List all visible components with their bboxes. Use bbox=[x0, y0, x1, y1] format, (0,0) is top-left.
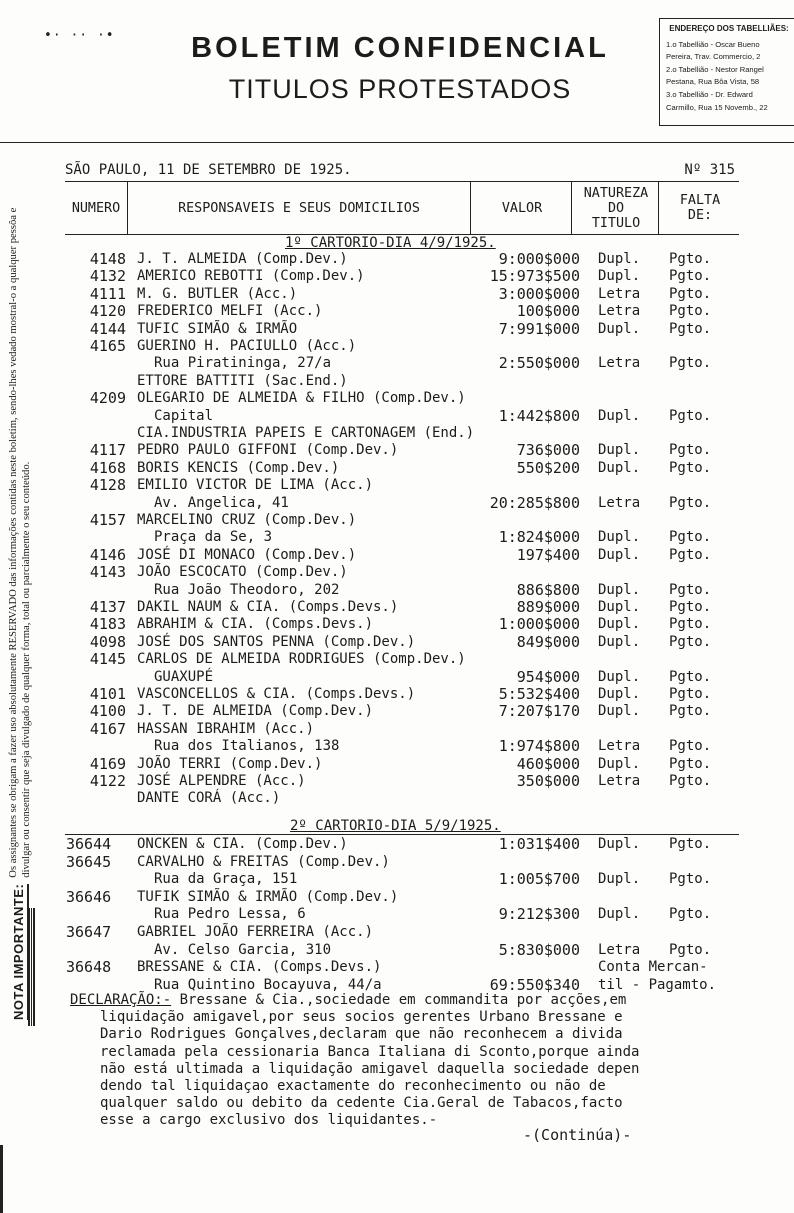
table-row bbox=[0, 495, 794, 512]
section-divider bbox=[65, 834, 739, 835]
table-row bbox=[0, 286, 794, 303]
row-responsavel: JOSÉ ALPENDRE (Acc.) bbox=[137, 773, 306, 789]
row-valor: 889$000 bbox=[516, 598, 580, 616]
row-responsavel: AMERICO REBOTTI (Comp.Dev.) bbox=[137, 268, 365, 285]
row-number: 4143 bbox=[89, 563, 126, 582]
address-line: Pestana, Rua Bôa Vista, 58 bbox=[666, 77, 760, 87]
col-natureza-line: NATUREZA bbox=[583, 185, 649, 201]
row-falta: Pgto. bbox=[669, 633, 712, 650]
row-falta: Pgto. bbox=[669, 303, 712, 320]
row-natureza: Dupl. bbox=[598, 599, 641, 615]
table-row bbox=[0, 738, 794, 755]
table-row bbox=[0, 889, 794, 906]
address-line: 1.o Tabellião - Oscar Bueno bbox=[666, 39, 760, 49]
table-row bbox=[0, 854, 794, 871]
row-number: 4117 bbox=[89, 441, 126, 460]
row-number: 4183 bbox=[89, 615, 126, 634]
row-natureza: Dupl. bbox=[598, 546, 641, 563]
table-row bbox=[0, 268, 794, 285]
row-responsavel: Rua João Theodoro, 202 bbox=[154, 581, 340, 598]
table-row bbox=[0, 529, 794, 546]
row-natureza: Dupl. bbox=[598, 251, 641, 267]
row-natureza: Letra bbox=[598, 355, 641, 372]
bulletin-subtitle: TITULOS PROTESTADOS bbox=[228, 74, 572, 104]
table-row bbox=[0, 703, 794, 720]
table-row bbox=[0, 547, 794, 564]
row-falta: Pgto. bbox=[669, 738, 712, 755]
row-natureza: Dupl. bbox=[598, 616, 641, 633]
row-responsavel: OLEGARIO DE ALMEIDA & FILHO (Comp.Dev.) bbox=[137, 390, 466, 407]
table-row bbox=[0, 408, 794, 425]
address-line: 3.o Tabellião - Dr. Edward bbox=[666, 89, 753, 99]
row-responsavel: Praça da Se, 3 bbox=[154, 529, 273, 546]
column-header bbox=[65, 181, 739, 235]
row-responsavel: J. T. DE ALMEIDA (Comp.Dev.) bbox=[137, 703, 374, 720]
row-responsavel: Capital bbox=[154, 407, 214, 424]
row-natureza: Dupl. bbox=[598, 529, 641, 546]
row-valor: 550$200 bbox=[516, 458, 580, 477]
continua-note: -(Continúa)- bbox=[523, 1126, 632, 1144]
row-responsavel: JOÃO TERRI (Comp.Dev.) bbox=[137, 755, 323, 772]
table-row bbox=[0, 634, 794, 651]
col-natureza-line: DO bbox=[607, 200, 625, 216]
col-divider bbox=[571, 182, 572, 234]
declaration-line: não está ultimada a liquidação amigavel daquella sociedade depen bbox=[100, 1060, 640, 1077]
row-natureza: Dupl. bbox=[598, 442, 641, 459]
row-natureza: Dupl. bbox=[598, 836, 641, 852]
declaration-line: Dario Rodrigues Gonçalves,declaram que não reconhecem a divida bbox=[100, 1026, 623, 1043]
row-falta: Pgto. bbox=[669, 668, 712, 685]
row-natureza: Dupl. bbox=[598, 633, 641, 650]
row-falta: Pgto. bbox=[669, 529, 712, 546]
table-row bbox=[0, 251, 794, 268]
address-line: 2.o Tabellião - Nestor Rangel bbox=[666, 64, 764, 74]
section-title: 2º CARTORIO-DIA 5/9/1925. bbox=[290, 818, 501, 834]
row-number: 36648 bbox=[66, 958, 112, 977]
row-responsavel: CIA.INDUSTRIA PAPEIS E CARTONAGEM (End.) bbox=[137, 425, 475, 441]
row-natureza: Letra bbox=[598, 738, 641, 755]
row-responsavel: TUFIK SIMÃO & IRMÃO (Comp.Dev.) bbox=[137, 888, 399, 905]
row-valor: 7:991$000 bbox=[498, 319, 580, 338]
row-responsavel: GUAXUPÉ bbox=[154, 668, 214, 685]
row-falta: Pgto. bbox=[669, 459, 712, 476]
row-falta: Pgto. bbox=[669, 773, 712, 789]
col-divider bbox=[127, 182, 128, 234]
address-box bbox=[659, 18, 794, 126]
row-number: 4098 bbox=[89, 632, 126, 651]
row-falta: Pgto. bbox=[669, 355, 712, 372]
declaration-body bbox=[70, 1009, 770, 1129]
date-line bbox=[65, 162, 735, 178]
row-falta: Pgto. bbox=[669, 581, 712, 598]
bulletin-title: BOLETIM CONFIDENCIAL bbox=[191, 32, 609, 64]
row-responsavel: CARLOS DE ALMEIDA RODRIGUES (Comp.Dev.) bbox=[137, 651, 466, 668]
row-responsavel: FREDERICO MELFI (Acc.) bbox=[137, 303, 323, 320]
bulletin-date: SÃO PAULO, 11 DE SETEMBRO DE 1925. bbox=[65, 162, 352, 178]
table-row bbox=[0, 355, 794, 372]
row-number: 36644 bbox=[66, 835, 112, 853]
row-valor: 2:550$000 bbox=[498, 354, 580, 373]
declaration bbox=[70, 992, 770, 1130]
table-row bbox=[0, 512, 794, 529]
declaration-line: esse a cargo exclusivo dos liquidantes.- bbox=[100, 1112, 438, 1129]
row-natureza: Dupl. bbox=[598, 686, 641, 702]
row-valor: 9:000$000 bbox=[498, 250, 580, 268]
table-row bbox=[0, 942, 794, 959]
table-row bbox=[0, 924, 794, 941]
row-number: 4168 bbox=[89, 458, 126, 477]
row-responsavel: JOSÉ DOS SANTOS PENNA (Comp.Dev.) bbox=[137, 633, 416, 650]
table-row bbox=[0, 321, 794, 338]
row-falta: Pgto. bbox=[669, 871, 712, 888]
row-valor: 9:212$300 bbox=[498, 905, 580, 924]
row-falta: Pgto. bbox=[669, 285, 712, 302]
row-responsavel: MARCELINO CRUZ (Comp.Dev.) bbox=[137, 512, 357, 528]
table-row bbox=[0, 425, 794, 442]
row-number: 4100 bbox=[89, 702, 126, 721]
row-number: 4122 bbox=[89, 772, 126, 790]
row-number: 4101 bbox=[89, 685, 126, 703]
row-number: 4165 bbox=[89, 337, 126, 355]
row-natureza: Dupl. bbox=[598, 755, 641, 772]
row-natureza: Dupl. bbox=[598, 581, 641, 598]
table-row bbox=[0, 871, 794, 888]
row-natureza: Letra bbox=[598, 303, 641, 320]
row-number: 4111 bbox=[89, 284, 126, 303]
row-responsavel: CARVALHO & FREITAS (Comp.Dev.) bbox=[137, 853, 390, 870]
row-falta: Pgto. bbox=[669, 494, 712, 511]
col-falta bbox=[660, 182, 740, 234]
table-row bbox=[0, 959, 794, 976]
table-row bbox=[0, 390, 794, 407]
table-row bbox=[0, 477, 794, 494]
row-natureza: Letra bbox=[598, 941, 641, 958]
row-number: 4137 bbox=[89, 598, 126, 616]
row-responsavel: HASSAN IBRAHIM (Acc.) bbox=[137, 720, 315, 737]
col-natureza-line: TITULO bbox=[591, 215, 641, 231]
declaration-first: Bressane & Cia.,sociedade em commandita por acções,em bbox=[179, 992, 627, 1008]
row-responsavel: JOÃO ESCOCATO (Comp.Dev.) bbox=[137, 564, 348, 581]
row-natureza: Dupl. bbox=[598, 407, 641, 424]
row-responsavel: Av. Celso Garcia, 310 bbox=[154, 941, 332, 958]
row-natureza: Dupl. bbox=[598, 906, 641, 923]
row-valor: 197$400 bbox=[516, 545, 580, 564]
row-falta: Pgto. bbox=[669, 686, 712, 702]
declaration-line: dendo tal liquidaçao exactamente do reconhecimento ou não de bbox=[100, 1078, 606, 1095]
address-line: Carmillo, Rua 15 Novemb., 22 bbox=[666, 102, 768, 112]
table-row bbox=[0, 442, 794, 459]
row-responsavel: ABRAHIM & CIA. (Comps.Devs.) bbox=[137, 616, 374, 633]
row-falta: Pgto. bbox=[669, 599, 712, 615]
row-falta: Pgto. bbox=[669, 941, 712, 958]
row-number: 4157 bbox=[89, 511, 126, 529]
row-responsavel: Rua Pedro Lessa, 6 bbox=[154, 906, 306, 923]
row-number: 36646 bbox=[66, 887, 112, 906]
row-number: 4128 bbox=[89, 476, 126, 495]
row-valor: 736$000 bbox=[516, 441, 580, 460]
table-row bbox=[0, 756, 794, 773]
row-responsavel: EMILIO VICTOR DE LIMA (Acc.) bbox=[137, 477, 374, 494]
row-valor: 1:000$000 bbox=[498, 615, 580, 634]
header-divider bbox=[0, 142, 794, 143]
row-responsavel: M. G. BUTLER (Acc.) bbox=[137, 285, 298, 302]
row-falta: Pgto. bbox=[669, 407, 712, 424]
row-responsavel: DANTE CORÁ (Acc.) bbox=[137, 790, 281, 807]
row-falta: Pgto. bbox=[669, 320, 712, 337]
col-natureza bbox=[573, 182, 659, 234]
row-responsavel: Rua Piratininga, 27/a bbox=[154, 355, 332, 372]
row-falta: Pgto. bbox=[669, 906, 712, 923]
row-natureza: Letra bbox=[598, 773, 641, 789]
row-natureza: Dupl. bbox=[598, 703, 641, 720]
row-falta: Pgto. bbox=[669, 755, 712, 772]
row-valor: 5:830$000 bbox=[498, 940, 580, 959]
col-numero: NUMERO bbox=[71, 200, 121, 216]
table-row bbox=[0, 669, 794, 686]
row-natureza: til - Pagamto. bbox=[598, 976, 717, 993]
col-divider bbox=[470, 182, 471, 234]
row-valor: 69:550$340 bbox=[489, 975, 580, 994]
row-valor: 1:031$400 bbox=[498, 835, 580, 853]
row-natureza: Dupl. bbox=[598, 320, 641, 337]
col-falta-line: DE: bbox=[687, 208, 713, 223]
row-valor: 100$000 bbox=[516, 302, 580, 321]
row-responsavel: BRESSANE & CIA. (Comps.Devs.) bbox=[137, 959, 382, 976]
row-responsavel: GABRIEL JOÃO FERREIRA (Acc.) bbox=[137, 924, 374, 940]
row-responsavel: Rua dos Italianos, 138 bbox=[154, 738, 340, 755]
row-falta: Pgto. bbox=[669, 251, 712, 267]
row-number: 4209 bbox=[89, 389, 126, 408]
col-valor: VALOR bbox=[501, 200, 543, 216]
table-row bbox=[0, 836, 794, 853]
bulletin-number: Nº 315 bbox=[684, 162, 735, 178]
row-valor: 350$000 bbox=[516, 772, 580, 790]
declaration-line: qualquer saldo ou debito da cedente Cia.Geral de Tabacos,facto bbox=[100, 1095, 623, 1112]
table-row bbox=[0, 616, 794, 633]
declaration-line: liquidação amigavel,por seus socios gerentes Urbano Bressane e bbox=[100, 1009, 623, 1026]
row-responsavel: ETTORE BATTITI (Sac.End.) bbox=[137, 372, 348, 389]
table-row bbox=[0, 582, 794, 599]
row-valor: 5:532$400 bbox=[498, 685, 580, 703]
row-number: 4132 bbox=[89, 267, 126, 286]
row-valor: 20:285$800 bbox=[489, 493, 580, 512]
row-natureza: Dupl. bbox=[598, 668, 641, 685]
row-falta: Pgto. bbox=[669, 616, 712, 633]
col-responsaveis: RESPONSAVEIS E SEUS DOMICILIOS bbox=[178, 200, 420, 216]
table-row bbox=[0, 686, 794, 703]
row-falta: Pgto. bbox=[669, 442, 712, 459]
row-valor: 849$000 bbox=[516, 632, 580, 651]
declaration-label: DECLARAÇÃO:- bbox=[70, 992, 172, 1008]
row-falta: Pgto. bbox=[669, 268, 712, 285]
row-number: 36647 bbox=[66, 923, 112, 941]
table-row bbox=[0, 651, 794, 668]
corner-mark: •· ·· ·• bbox=[44, 28, 115, 43]
row-valor: 3:000$000 bbox=[498, 284, 580, 303]
row-valor: 1:824$000 bbox=[498, 528, 580, 547]
row-number: 4144 bbox=[89, 319, 126, 338]
row-responsavel: PEDRO PAULO GIFFONI (Comp.Dev.) bbox=[137, 442, 399, 459]
row-number: 4167 bbox=[89, 719, 126, 738]
row-valor: 886$800 bbox=[516, 580, 580, 599]
row-valor: 15:973$500 bbox=[489, 267, 580, 286]
side-note-text: Os assignantes se obrigam a fazer uso absolutamente RESERVADO das informações contidas neste boletim, sendo-lhes vedado mostral-o a qualquer pessôa e divulgar ou consentir que seja divulgado de qualquer forma, total ou parcialmente o seu conteúdo. bbox=[8, 207, 32, 878]
row-valor: 7:207$170 bbox=[498, 702, 580, 721]
row-responsavel: DAKIL NAUM & CIA. (Comps.Devs.) bbox=[137, 599, 399, 615]
table-row bbox=[0, 338, 794, 355]
address-line: Pereira, Trav. Commercio, 2 bbox=[666, 52, 761, 62]
col-falta-line: FALTA bbox=[679, 193, 721, 208]
row-valor: 1:442$800 bbox=[498, 406, 580, 425]
table-row bbox=[0, 721, 794, 738]
row-valor: 1:005$700 bbox=[498, 870, 580, 889]
row-natureza: Dupl. bbox=[598, 459, 641, 476]
table-row bbox=[0, 303, 794, 320]
row-responsavel: BORIS KENCIS (Comp.Dev.) bbox=[137, 459, 340, 476]
row-number: 4146 bbox=[89, 545, 126, 564]
row-valor: 460$000 bbox=[516, 754, 580, 773]
row-responsavel: J. T. ALMEIDA (Comp.Dev.) bbox=[137, 251, 348, 267]
table-row bbox=[0, 790, 794, 807]
row-falta: Pgto. bbox=[669, 546, 712, 563]
row-number: 36645 bbox=[66, 852, 112, 871]
row-responsavel: Rua da Graça, 151 bbox=[154, 871, 298, 888]
table-row bbox=[0, 773, 794, 790]
address-box-title: ENDEREÇO DOS TABELLIÃES: bbox=[669, 24, 789, 33]
row-falta: Pgto. bbox=[669, 703, 712, 720]
row-number: 4148 bbox=[89, 250, 126, 268]
table-row bbox=[0, 906, 794, 923]
row-responsavel: ONCKEN & CIA. (Comp.Dev.) bbox=[137, 836, 348, 852]
row-natureza: Conta Mercan- bbox=[598, 959, 708, 976]
row-falta: Pgto. bbox=[669, 836, 712, 852]
declaration-first-line bbox=[70, 992, 770, 1009]
row-valor: 1:974$800 bbox=[498, 737, 580, 756]
row-responsavel: GUERINO H. PACIULLO (Acc.) bbox=[137, 338, 357, 354]
col-divider bbox=[658, 182, 659, 234]
row-natureza: Letra bbox=[598, 494, 641, 511]
page-edge bbox=[0, 1145, 3, 1213]
row-natureza: Dupl. bbox=[598, 871, 641, 888]
row-responsavel: TUFIC SIMÃO & IRMÃO bbox=[137, 320, 298, 337]
row-natureza: Letra bbox=[598, 285, 641, 302]
row-number: 4169 bbox=[89, 754, 126, 773]
declaration-line: reclamada pela cessionaria Banca Italiana di Sconto,porque ainda bbox=[100, 1043, 640, 1060]
row-responsavel: VASCONCELLOS & CIA. (Comps.Devs.) bbox=[137, 686, 416, 702]
row-valor: 954$000 bbox=[516, 667, 580, 686]
table-row bbox=[0, 373, 794, 390]
table-row bbox=[0, 599, 794, 616]
row-natureza: Dupl. bbox=[598, 268, 641, 285]
row-number: 4145 bbox=[89, 650, 126, 669]
row-number: 4120 bbox=[89, 302, 126, 321]
row-responsavel: Av. Angelica, 41 bbox=[154, 494, 289, 511]
row-responsavel: JOSÉ DI MONACO (Comp.Dev.) bbox=[137, 546, 357, 563]
table-row bbox=[0, 460, 794, 477]
table-row bbox=[0, 564, 794, 581]
section-title: 1º CARTORIO-DIA 4/9/1925. bbox=[285, 235, 496, 251]
row-responsavel: Rua Quintino Bocayuva, 44/a bbox=[154, 976, 382, 993]
side-note-label: NOTA IMPORTANTE: bbox=[11, 884, 29, 1020]
